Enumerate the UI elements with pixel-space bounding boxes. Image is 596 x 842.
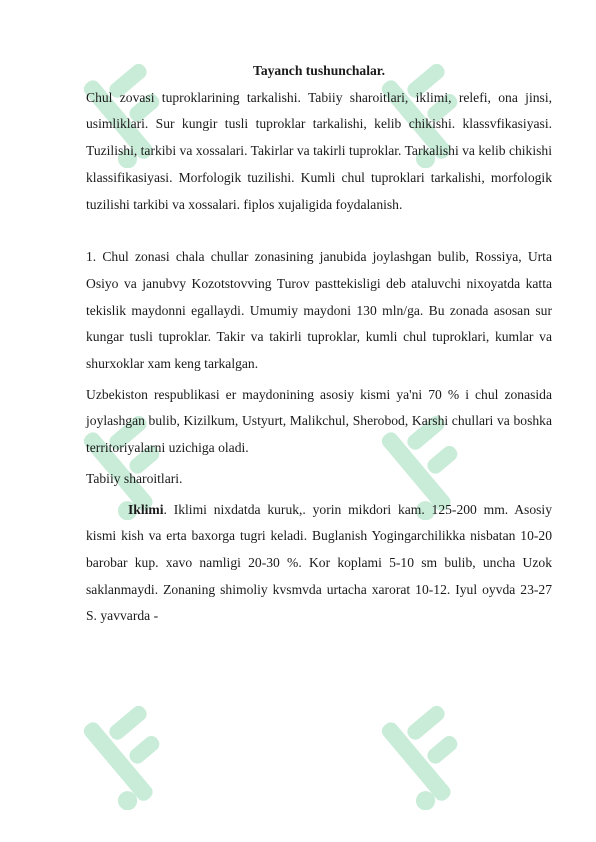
paragraph-zone-location: 1. Chul zonasi chala chullar zonasining janubida joylashgan bulib, Rossiya, Urta Osiyo va janubvy Kozotstovving Turov pasttekisligi deb ataluvchi nixoyatda katta tekislik maydonni egallaydi. Umumiy maydoni 130 mln/ga. Bu zonada asosan sur kungar tusli tuproklar. Takir va takirli tuproklar, kumli chul tuproklari, kumlar va shurxoklar xam keng tarkalgan.: [86, 249, 552, 372]
watermark-logo-icon: [72, 690, 192, 810]
climate-label: Iklimi: [128, 501, 164, 517]
watermark-logo-icon: [370, 690, 490, 810]
paragraph-uzbekistan-area: Uzbekiston respublikasi er maydonining asosiy kismi ya'ni 70 % i chul zonasida joylashgan bulib, Kizilkum, Ustyurt, Malikchul, Sherobod, Karshi chullari va boshka territoriyalarni uzichiga oladi.: [86, 386, 552, 456]
paragraph-climate: [86, 497, 552, 631]
intro-paragraph: Chul zovasi tuproklarining tarkalishi. Tabiiy sharoitlari, iklimi, relefi, ona jinsi, usimliklari. Sur kungir tusli tuproklar tarkalishi, kelib chikishi. klassvfikasiyasi. Tuzilishi, tarkibi va xossalari. Takirlar va takirli tuproklar. Tarkalishi va kelib chikishi klassifikasiyasi. Morfologik tuzilishi. Kumli chul tuproklari tarkalishi, morfologik tuzilishi tarkibi va xossalari. fiplos xujaligida foydalanish.: [86, 89, 552, 212]
page-title: Tayanch tushunchalar.: [253, 63, 385, 78]
spacer: [86, 218, 552, 244]
climate-text: . Iklimi nixdatda kuruk,. yorin mikdori kam. 125-200 mm. Asosiy kismi kish va erta baxorga tugri keladi. Buglanish Yogingarchilikka nisbatan 10-20 barobar kup. xavo namligi 20-30 %. Kor koplami 5-10 sm bulib, uncha Uzok saklanmaydi. Zonaning shimoliy kvsmvda urtacha xarorat 10-12. Iyul oyvda 23-27 S. yavvarda -: [86, 501, 552, 624]
document-body: [86, 58, 552, 630]
subheading-natural-conditions: Tabiiy sharoitlari.: [86, 470, 183, 486]
